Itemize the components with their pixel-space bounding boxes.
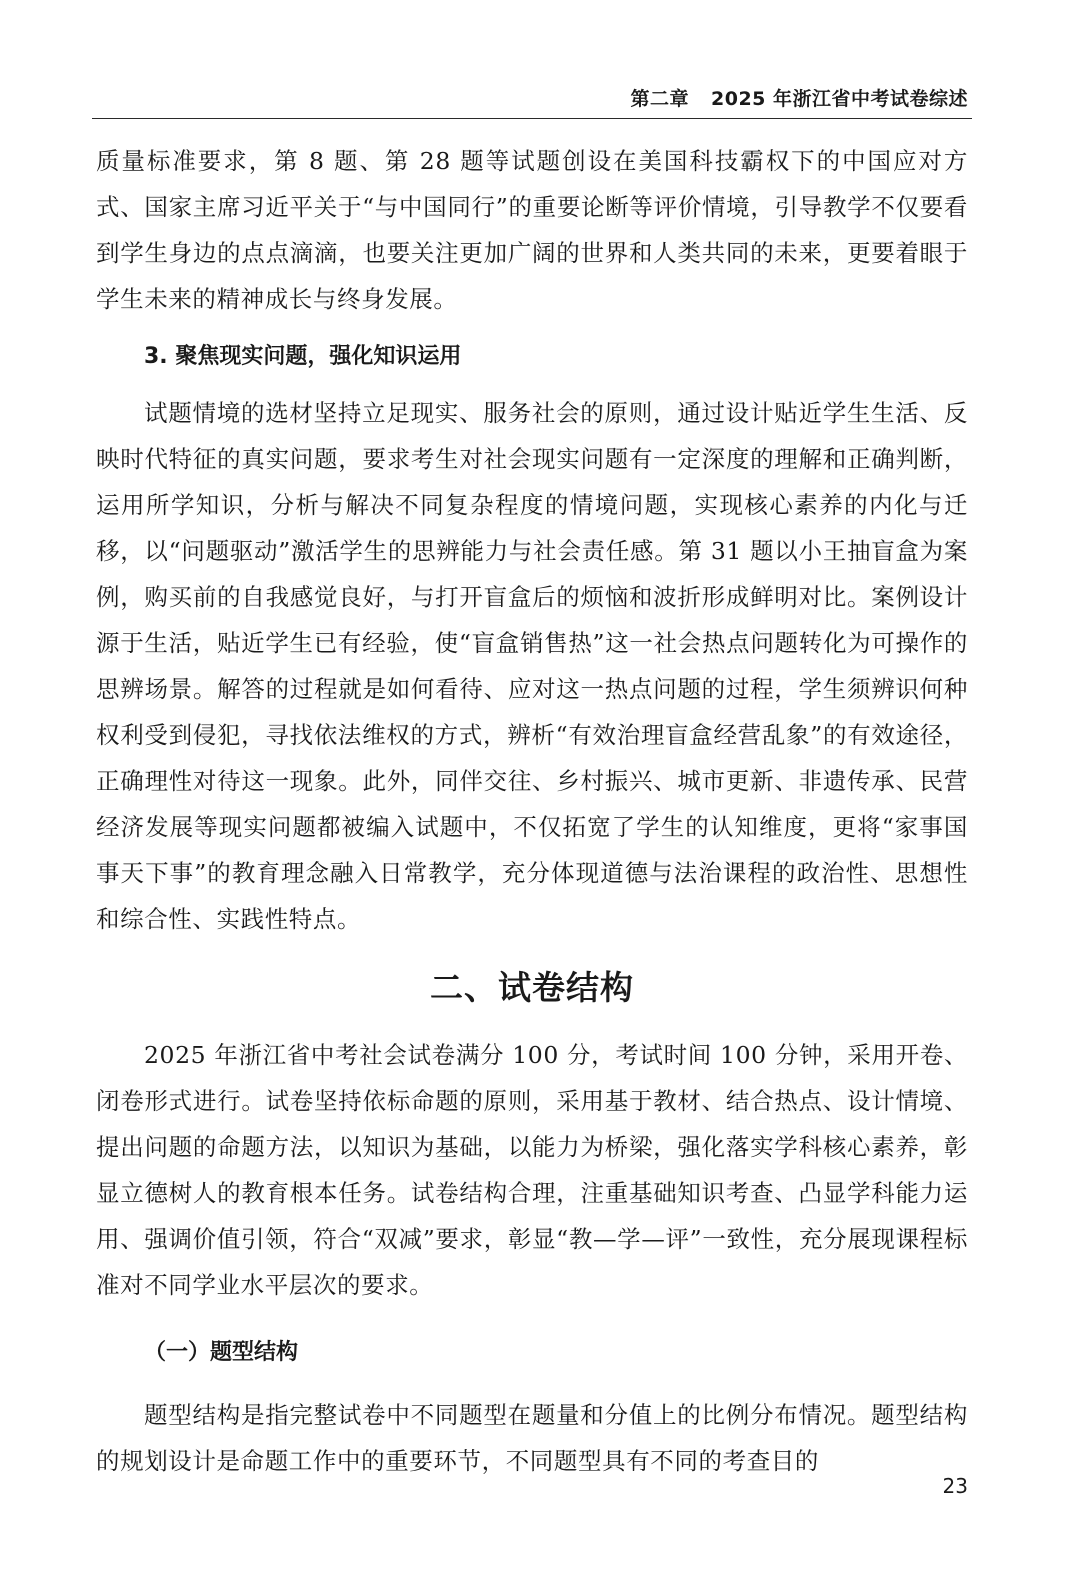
running-header xyxy=(630,84,968,111)
section-heading-paper-structure: 二、试卷结构 xyxy=(430,968,634,1007)
subsection-heading-question-types: （一）题型结构 xyxy=(144,1340,299,1365)
header-title: 2025 年浙江省中考试卷综述 xyxy=(711,88,968,110)
paragraph-question-types: 题型结构是指完整试卷中不同题型在题量和分值上的比例分布情况。题型结构的规划设计是命题工作中的重要环节，不同题型具有不同的考查目的 xyxy=(96,1401,968,1475)
header-chapter: 第二章 xyxy=(630,88,689,110)
page-number: 23 xyxy=(942,1474,968,1498)
paragraph-paper-overview: 2025 年浙江省中考社会试卷满分 100 分，考试时间 100 分钟，采用开卷、闭卷形式进行。试卷坚持依标命题的原则，采用基于教材、结合热点、设计情境、提出问题的命题方法，以知识为基础，以能力为桥梁，强化落实学科核心素养，彰显立德树人的教育根本任务。试卷结构合理，注重基础知识考查、凸显学科能力运用、强调价值引领，符合“双减”要求，彰显“教—学—评”一致性，充分展现课程标准对不同学业水平层次的要求。 xyxy=(96,1041,968,1299)
paragraph-continued: 质量标准要求，第 8 题、第 28 题等试题创设在美国科技霸权下的中国应对方式、国家主席习近平关于“与中国同行”的重要论断等评价情境，引导教学不仅要看到学生身边的点点滴滴，也要关注更加广阔的世界和人类共同的未来，更要着眼于学生未来的精神成长与终身发展。 xyxy=(96,147,968,313)
paragraph-real-problems: 试题情境的选材坚持立足现实、服务社会的原则，通过设计贴近学生生活、反映时代特征的真实问题，要求考生对社会现实问题有一定深度的理解和正确判断，运用所学知识，分析与解决不同复杂程度的情境问题，实现核心素养的内化与迁移，以“问题驱动”激活学生的思辨能力与社会责任感。第 31 题以小王抽盲盒为案例，购买前的自我感觉良好，与打开盲盒后的烦恼和波折形成鲜明对比。案例设计源于生活，贴近学生已有经验，使“盲盒销售热”这一社会热点问题转化为可操作的思辨场景。解答的过程就是如何看待、应对这一热点问题的过程，学生须辨识何种权利受到侵犯，寻找依法维权的方式，辨析“有效治理盲盒经营乱象”的有效途径，正确理性对待这一现象。此外，同伴交往、乡村振兴、城市更新、非遗传承、民营经济发展等现实问题都被编入试题中，不仅拓宽了学生的认知维度，更将“家事国事天下事”的教育理念融入日常教学，充分体现道德与法治课程的政治性、思想性和综合性、实践性特点。 xyxy=(96,399,968,933)
header-rule xyxy=(92,118,972,119)
subsection-heading-3: 3. 聚焦现实问题，强化知识运用 xyxy=(144,344,462,369)
page-body xyxy=(96,138,968,1484)
